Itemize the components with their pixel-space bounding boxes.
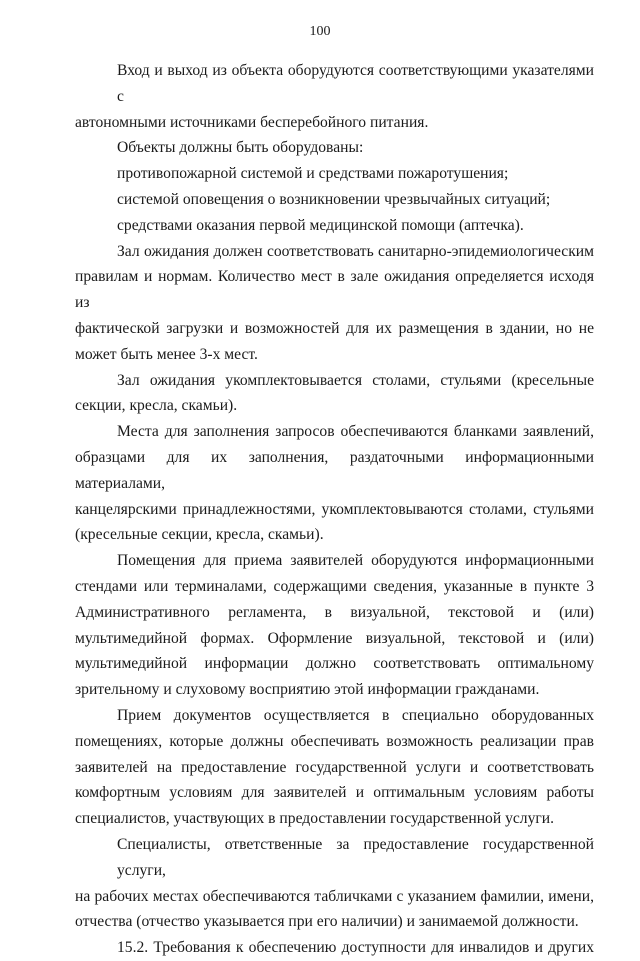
text-line: на рабочих местах обеспечиваются табличками с указанием фамилии, имени, — [75, 887, 594, 905]
text-line: Административного регламента, в визуальной, текстовой и (или) — [75, 603, 594, 621]
page-number: 100 — [309, 24, 331, 39]
text-line: 15.2. Требования к обеспечению доступности для инвалидов и других — [117, 939, 594, 957]
paragraph — [75, 187, 594, 213]
text-line: может быть менее 3-х мест. — [75, 345, 258, 363]
text-line: системой оповещения о возникновении чрезвычайных ситуаций; — [117, 190, 551, 208]
text-line: комфортным условиям для заявителей и оптимальным условиям работы — [75, 784, 594, 802]
text-line: специалистов, участвующих в предоставлении государственной услуги. — [75, 810, 555, 828]
text-line: противопожарной системой и средствами пожаротушения; — [117, 165, 509, 183]
text-line: автономными источниками бесперебойного питания. — [75, 113, 429, 131]
text-line: Вход и выход из объекта оборудуются соответствующими указателями с — [117, 62, 594, 105]
text-line: канцелярскими принадлежностями, укомплектовываются столами, стульями — [75, 500, 594, 518]
paragraph — [75, 703, 594, 832]
text-line: Зал ожидания должен соответствовать санитарно-эпидемиологическим — [117, 242, 594, 260]
text-line: Объекты должны быть оборудованы: — [117, 139, 364, 157]
text-line: мультимедийной формах. Оформление визуальной, текстовой и (или) — [75, 629, 594, 647]
text-line: мультимедийной информации должно соответствовать оптимальному — [75, 655, 594, 673]
text-line: средствами оказания первой медицинской помощи (аптечка). — [117, 216, 524, 234]
text-line: отчества (отчество указывается при его наличии) и занимаемой должности. — [75, 913, 579, 931]
text-line: Прием документов осуществляется в специально оборудованных — [117, 706, 594, 724]
paragraph — [75, 135, 594, 161]
text-line: стендами или терминалами, содержащими сведения, указанные в пункте 3 — [75, 577, 594, 595]
text-line: помещениях, которые должны обеспечивать возможность реализации прав — [75, 732, 594, 750]
text-line: зрительному и слуховому восприятию этой информации гражданами. — [75, 681, 540, 699]
text-line: правилам и нормам. Количество мест в зале ожидания определяется исходя из — [75, 268, 594, 312]
paragraph — [75, 161, 594, 187]
text-line: (кресельные секции, кресла, скамьи). — [75, 526, 324, 544]
paragraph — [75, 548, 594, 703]
text-line: фактической загрузки и возможностей для их размещения в здании, но не — [75, 319, 594, 337]
text-line: секции, кресла, скамьи). — [75, 397, 238, 415]
paragraph — [75, 419, 594, 548]
paragraph — [75, 58, 594, 135]
paragraph — [75, 832, 594, 935]
document-body — [75, 58, 594, 961]
text-line: заявителей на предоставление государственной услуги и соответствовать — [75, 758, 594, 776]
text-line: Помещения для приема заявителей оборудуются информационными — [117, 552, 594, 570]
text-line: образцами для их заполнения, раздаточными информационными материалами, — [75, 448, 594, 492]
text-line: Зал ожидания укомплектовывается столами, стульями (кресельные — [117, 371, 594, 389]
paragraph — [75, 239, 594, 368]
paragraph — [75, 213, 594, 239]
text-line: Места для заполнения запросов обеспечиваются бланками заявлений, — [117, 423, 594, 441]
paragraph — [75, 935, 594, 961]
paragraph — [75, 368, 594, 420]
text-line: Специалисты, ответственные за предоставление государственной услуги, — [117, 835, 594, 879]
